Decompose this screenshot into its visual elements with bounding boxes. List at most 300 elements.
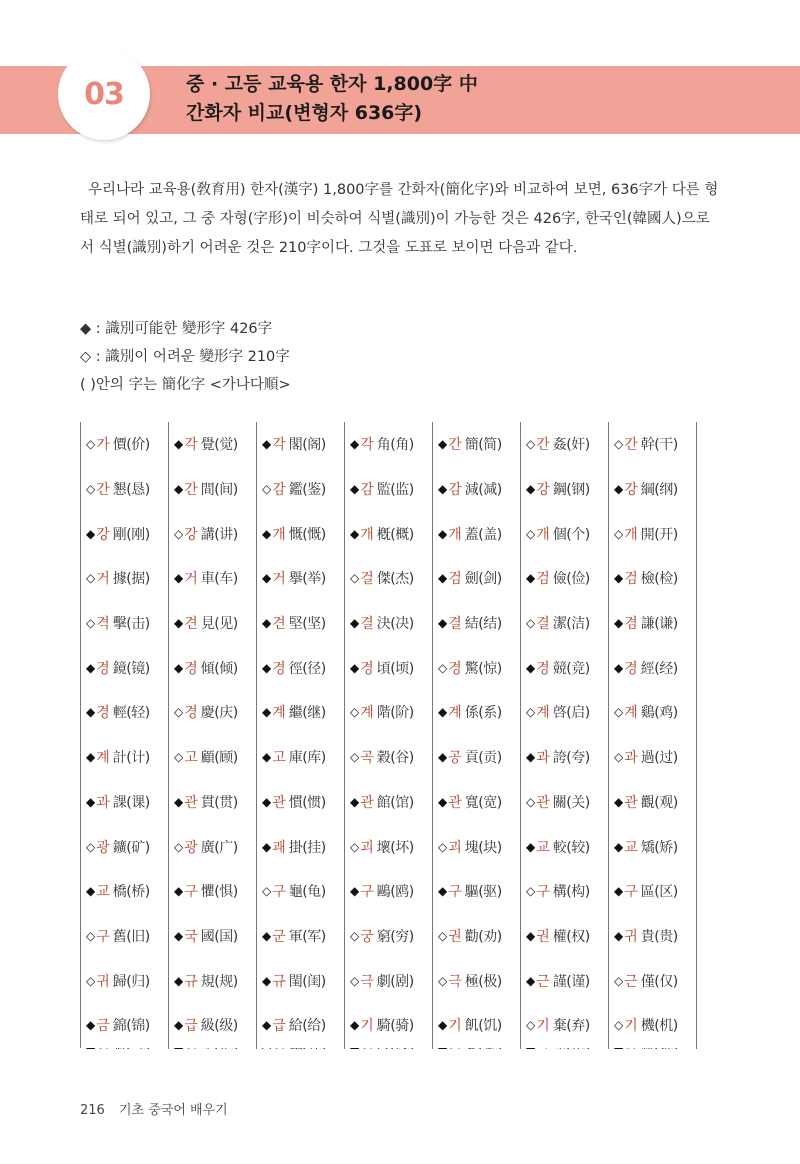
korean-reading: 검 bbox=[624, 571, 638, 588]
table-cell bbox=[609, 958, 697, 1003]
hanja-with-simplified: 劍(剑) bbox=[464, 571, 502, 588]
korean-reading: 각 bbox=[272, 437, 286, 454]
korean-reading: 격 bbox=[96, 616, 110, 633]
korean-reading: 규 bbox=[184, 973, 198, 990]
hollow-diamond-icon: ◇ bbox=[526, 705, 536, 720]
hanja-with-simplified: 閨(闺) bbox=[288, 973, 326, 990]
filled-diamond-icon: ◆ bbox=[174, 437, 184, 452]
hanja-with-simplified: 據(据) bbox=[112, 571, 150, 588]
table-cell bbox=[81, 735, 169, 780]
filled-diamond-icon: ◆ bbox=[438, 526, 448, 541]
hanja-with-simplified: 構(构) bbox=[552, 884, 590, 901]
hanja-with-simplified: 鋼(钢) bbox=[552, 482, 590, 499]
hanja-with-simplified: 啓(启) bbox=[552, 705, 590, 722]
table-cell bbox=[609, 601, 697, 646]
hollow-diamond-icon: ◇ bbox=[262, 884, 272, 899]
hanja-with-simplified: 貫(贯) bbox=[200, 794, 238, 811]
table-cell bbox=[81, 601, 169, 646]
table-cell bbox=[345, 914, 433, 959]
hanja-with-simplified: 級(级) bbox=[200, 1018, 238, 1035]
korean-reading: 계 bbox=[536, 705, 550, 722]
filled-diamond-icon: ◆ bbox=[438, 571, 448, 586]
table-cell bbox=[345, 511, 433, 556]
korean-reading: 검 bbox=[448, 571, 462, 588]
hollow-diamond-icon: ◇ bbox=[86, 616, 96, 631]
table-cell bbox=[169, 422, 257, 467]
hanja-with-simplified: 簡(简) bbox=[464, 437, 502, 454]
table-cell bbox=[521, 824, 609, 869]
table-cell bbox=[257, 645, 345, 690]
korean-reading: 경 bbox=[184, 660, 198, 677]
table-cell bbox=[521, 422, 609, 467]
hollow-diamond-icon: ◇ bbox=[86, 437, 96, 452]
korean-reading: 강 bbox=[536, 482, 550, 499]
table-cell bbox=[257, 601, 345, 646]
hanja-with-simplified: 驅(驱) bbox=[464, 884, 502, 901]
filled-diamond-icon: ◆ bbox=[174, 1018, 184, 1033]
hanja-with-simplified: 慶(庆) bbox=[200, 705, 238, 722]
hollow-diamond-icon: ◇ bbox=[614, 705, 624, 720]
table-cell bbox=[257, 1003, 345, 1048]
korean-reading: 관 bbox=[184, 794, 198, 811]
filled-diamond-icon: ◆ bbox=[174, 928, 184, 943]
korean-reading: 구 bbox=[272, 884, 286, 901]
hanja-with-simplified: 橋(桥) bbox=[112, 884, 150, 901]
korean-reading: 경 bbox=[96, 705, 110, 722]
hollow-diamond-icon: ◇ bbox=[86, 839, 96, 854]
hollow-diamond-icon: ◇ bbox=[350, 750, 360, 765]
korean-reading: 간 bbox=[536, 437, 550, 454]
hanja-with-simplified: 勸(劝) bbox=[464, 928, 502, 945]
hanja-with-simplified: 剛(刚) bbox=[112, 526, 150, 543]
table-cell bbox=[169, 780, 257, 825]
hanja-with-simplified: 掛(挂) bbox=[288, 839, 326, 856]
hanja-with-simplified: 壞(坏) bbox=[376, 839, 414, 856]
legend-identifiable: ◆ : 識別可能한 變形字 426字 bbox=[80, 321, 273, 337]
table-cell bbox=[257, 556, 345, 601]
hanja-with-simplified: 較(较) bbox=[552, 839, 590, 856]
hanja-with-simplified: 儉(俭) bbox=[552, 571, 590, 588]
hanja-with-simplified: 龜(龟) bbox=[288, 884, 326, 901]
hollow-diamond-icon: ◇ bbox=[174, 526, 184, 541]
hanja-with-simplified: 鷗(鸥) bbox=[376, 884, 414, 901]
table-cell bbox=[345, 422, 433, 467]
table-cell bbox=[169, 735, 257, 780]
filled-diamond-icon: ◆ bbox=[262, 571, 272, 586]
table-cell bbox=[433, 958, 521, 1003]
table-cell bbox=[521, 511, 609, 556]
hanja-with-simplified: 極(极) bbox=[464, 973, 502, 990]
korean-reading: 개 bbox=[448, 526, 462, 543]
table-cell bbox=[433, 735, 521, 780]
hanja-with-simplified: 蓋(盖) bbox=[464, 526, 502, 543]
hanja-with-simplified: 結(结) bbox=[464, 616, 502, 633]
table-cell bbox=[521, 735, 609, 780]
table-cell bbox=[609, 511, 697, 556]
hollow-diamond-icon: ◇ bbox=[438, 839, 448, 854]
hanja-with-simplified: 決(决) bbox=[376, 616, 414, 633]
table-cell bbox=[521, 467, 609, 512]
table-cell bbox=[521, 601, 609, 646]
filled-diamond-icon: ◆ bbox=[438, 1018, 448, 1033]
korean-reading: 고 bbox=[184, 750, 198, 767]
filled-diamond-icon: ◆ bbox=[526, 571, 536, 586]
table-cell bbox=[257, 735, 345, 780]
hanja-with-simplified: 減(减) bbox=[464, 482, 502, 499]
hanja-with-simplified: 給(给) bbox=[288, 1018, 326, 1035]
hanja-with-simplified: 傑(杰) bbox=[376, 571, 414, 588]
table-cell bbox=[345, 780, 433, 825]
korean-reading: 겸 bbox=[624, 616, 638, 633]
table-cell bbox=[521, 690, 609, 735]
hanja-with-simplified: 見(见) bbox=[200, 616, 238, 633]
hanja-with-simplified: 矯(矫) bbox=[640, 839, 678, 856]
hanja-with-simplified: 寬(宽) bbox=[464, 794, 502, 811]
table-cell bbox=[521, 914, 609, 959]
filled-diamond-icon: ◆ bbox=[438, 705, 448, 720]
legend bbox=[80, 315, 720, 399]
korean-reading: 결 bbox=[448, 616, 462, 633]
hanja-with-simplified: 棄(弃) bbox=[552, 1018, 590, 1035]
filled-diamond-icon: ◆ bbox=[526, 750, 536, 765]
table-cell bbox=[609, 556, 697, 601]
table-cell bbox=[521, 780, 609, 825]
filled-diamond-icon: ◆ bbox=[526, 482, 536, 497]
korean-reading: 급 bbox=[272, 1018, 286, 1035]
korean-reading: 견 bbox=[272, 616, 286, 633]
table-cell bbox=[81, 467, 169, 512]
hanja-with-simplified: 監(监) bbox=[376, 482, 414, 499]
korean-reading: 기 bbox=[360, 1018, 374, 1035]
table-cell bbox=[609, 735, 697, 780]
korean-reading: 계 bbox=[624, 705, 638, 722]
table-cell bbox=[257, 958, 345, 1003]
korean-reading: 관 bbox=[360, 794, 374, 811]
hollow-diamond-icon: ◇ bbox=[86, 571, 96, 586]
hanja-with-simplified: 歸(归) bbox=[112, 973, 150, 990]
korean-reading: 걸 bbox=[360, 571, 374, 588]
hanja-with-simplified: 觀(观) bbox=[640, 794, 678, 811]
hanja-with-simplified: 徑(径) bbox=[288, 660, 326, 677]
table-cell bbox=[609, 780, 697, 825]
table-cell bbox=[433, 601, 521, 646]
hanja-with-simplified: 頃(顷) bbox=[376, 660, 414, 677]
korean-reading: 근 bbox=[536, 973, 550, 990]
table-cell bbox=[169, 958, 257, 1003]
hanja-with-simplified: 慨(慨) bbox=[288, 526, 326, 543]
korean-reading: 구 bbox=[360, 884, 374, 901]
hollow-diamond-icon: ◇ bbox=[438, 660, 448, 675]
filled-diamond-icon: ◆ bbox=[614, 794, 624, 809]
table-cell bbox=[609, 467, 697, 512]
table-cell bbox=[609, 824, 697, 869]
hanja-with-simplified: 擊(击) bbox=[112, 616, 150, 633]
korean-reading: 간 bbox=[96, 482, 110, 499]
korean-reading: 개 bbox=[536, 526, 550, 543]
korean-reading: 개 bbox=[624, 526, 638, 543]
filled-diamond-icon: ◆ bbox=[86, 705, 96, 720]
korean-reading: 결 bbox=[536, 616, 550, 633]
korean-reading: 공 bbox=[448, 750, 462, 767]
filled-diamond-icon: ◆ bbox=[262, 839, 272, 854]
hanja-with-simplified: 顧(顾) bbox=[200, 750, 238, 767]
filled-diamond-icon: ◆ bbox=[438, 750, 448, 765]
hollow-diamond-icon: ◇ bbox=[614, 750, 624, 765]
hollow-diamond-icon: ◇ bbox=[350, 705, 360, 720]
hollow-diamond-icon: ◇ bbox=[86, 973, 96, 988]
hanja-with-simplified: 關(关) bbox=[552, 794, 590, 811]
korean-reading: 강 bbox=[624, 482, 638, 499]
filled-diamond-icon: ◆ bbox=[262, 794, 272, 809]
korean-reading: 경 bbox=[360, 660, 374, 677]
korean-reading: 경 bbox=[96, 660, 110, 677]
filled-diamond-icon: ◆ bbox=[438, 482, 448, 497]
filled-diamond-icon: ◆ bbox=[174, 616, 184, 631]
filled-diamond-icon: ◆ bbox=[438, 884, 448, 899]
hanja-with-simplified: 錦(锦) bbox=[112, 1018, 150, 1035]
korean-reading: 고 bbox=[272, 750, 286, 767]
table-cell bbox=[345, 467, 433, 512]
hanja-with-simplified: 規(规) bbox=[200, 973, 238, 990]
filled-diamond-icon: ◆ bbox=[86, 794, 96, 809]
table-cell bbox=[169, 1003, 257, 1048]
table-cell bbox=[257, 869, 345, 914]
filled-diamond-icon: ◆ bbox=[526, 928, 536, 943]
hanja-with-simplified: 姦(奸) bbox=[552, 437, 590, 454]
filled-diamond-icon: ◆ bbox=[350, 660, 360, 675]
table-cell bbox=[345, 824, 433, 869]
filled-diamond-icon: ◆ bbox=[262, 750, 272, 765]
hanja-with-simplified: 計(计) bbox=[112, 750, 150, 767]
korean-reading: 괴 bbox=[360, 839, 374, 856]
hanja-with-simplified: 劇(剧) bbox=[376, 973, 414, 990]
hanja-with-simplified: 窮(穷) bbox=[376, 928, 414, 945]
table-cell bbox=[521, 1003, 609, 1048]
hanja-with-simplified: 庫(库) bbox=[288, 750, 326, 767]
table-cell bbox=[81, 556, 169, 601]
hollow-diamond-icon: ◇ bbox=[526, 526, 536, 541]
filled-diamond-icon: ◆ bbox=[614, 571, 624, 586]
korean-reading: 규 bbox=[272, 973, 286, 990]
korean-reading: 간 bbox=[448, 437, 462, 454]
korean-reading: 교 bbox=[536, 839, 550, 856]
hanja-with-simplified: 鷄(鸡) bbox=[640, 705, 678, 722]
filled-diamond-icon: ◆ bbox=[614, 660, 624, 675]
korean-reading: 기 bbox=[536, 1018, 550, 1035]
table-cell bbox=[345, 958, 433, 1003]
table-cell bbox=[521, 958, 609, 1003]
hollow-diamond-icon: ◇ bbox=[350, 839, 360, 854]
korean-reading: 관 bbox=[624, 794, 638, 811]
hanja-with-simplified: 開(开) bbox=[640, 526, 678, 543]
intro-paragraph: 우리나라 교육용(敎育用) 한자(漢字) 1,800字를 간화자(簡化字)와 비교하여 보면, 636字가 다른 형태로 되어 있고, 그 중 자형(字形)이 비슷하여 식별(識別)이 가능한 것은 426字, 한국인(韓國人)으로서 식별(識別)하기 어려운 것은 210字이다. 그것을 도표로 보이면 다음과 같다. bbox=[80, 182, 719, 256]
korean-reading: 경 bbox=[624, 660, 638, 677]
hanja-with-simplified: 係(系) bbox=[464, 705, 502, 722]
filled-diamond-icon: ◆ bbox=[526, 839, 536, 854]
hanja-with-simplified: 幹(干) bbox=[640, 437, 678, 454]
korean-reading: 괴 bbox=[448, 839, 462, 856]
filled-diamond-icon: ◆ bbox=[262, 616, 272, 631]
filled-diamond-icon: ◆ bbox=[350, 482, 360, 497]
table-cell bbox=[81, 645, 169, 690]
korean-reading: 과 bbox=[624, 750, 638, 767]
table-cell bbox=[257, 690, 345, 735]
table-cell bbox=[433, 824, 521, 869]
korean-reading: 개 bbox=[360, 526, 374, 543]
hanja-with-simplified: 競(竞) bbox=[552, 660, 590, 677]
hollow-diamond-icon: ◇ bbox=[526, 794, 536, 809]
hanja-with-simplified: 堅(坚) bbox=[288, 616, 326, 633]
table-cell bbox=[257, 780, 345, 825]
hollow-diamond-icon: ◇ bbox=[526, 616, 536, 631]
table-cell bbox=[433, 467, 521, 512]
korean-reading: 감 bbox=[272, 482, 286, 499]
hanja-with-simplified: 館(馆) bbox=[376, 794, 414, 811]
filled-diamond-icon: ◆ bbox=[262, 526, 272, 541]
korean-reading: 강 bbox=[96, 526, 110, 543]
hollow-diamond-icon: ◇ bbox=[438, 973, 448, 988]
korean-reading: 광 bbox=[184, 839, 198, 856]
table-cell bbox=[345, 869, 433, 914]
hollow-diamond-icon: ◇ bbox=[614, 437, 624, 452]
filled-diamond-icon: ◆ bbox=[262, 1018, 272, 1033]
table-cell bbox=[433, 914, 521, 959]
filled-diamond-icon: ◆ bbox=[614, 616, 624, 631]
table-cell bbox=[433, 780, 521, 825]
hanja-with-simplified: 經(经) bbox=[640, 660, 678, 677]
table-cell bbox=[169, 467, 257, 512]
filled-diamond-icon: ◆ bbox=[350, 437, 360, 452]
korean-reading: 경 bbox=[184, 705, 198, 722]
table-cell bbox=[609, 690, 697, 735]
hollow-diamond-icon: ◇ bbox=[350, 973, 360, 988]
korean-reading: 곡 bbox=[360, 750, 374, 767]
character-table bbox=[80, 422, 696, 1048]
filled-diamond-icon: ◆ bbox=[614, 482, 624, 497]
chapter-number: 03 bbox=[84, 76, 124, 112]
korean-reading: 구 bbox=[624, 884, 638, 901]
korean-reading: 거 bbox=[272, 571, 286, 588]
korean-reading: 가 bbox=[96, 437, 110, 454]
hanja-with-simplified: 謹(谨) bbox=[552, 973, 590, 990]
hanja-with-simplified: 潔(洁) bbox=[552, 616, 590, 633]
korean-reading: 간 bbox=[624, 437, 638, 454]
filled-diamond-icon: ◆ bbox=[86, 526, 96, 541]
hollow-diamond-icon: ◇ bbox=[614, 973, 624, 988]
hanja-with-simplified: 軍(军) bbox=[288, 928, 326, 945]
hanja-with-simplified: 間(间) bbox=[200, 482, 238, 499]
korean-reading: 금 bbox=[96, 1018, 110, 1035]
table-cell bbox=[345, 735, 433, 780]
hanja-with-simplified: 覺(觉) bbox=[200, 437, 238, 454]
hollow-diamond-icon: ◇ bbox=[174, 839, 184, 854]
hanja-with-simplified: 機(机) bbox=[640, 1018, 678, 1035]
table-cell bbox=[609, 422, 697, 467]
table-cell bbox=[81, 511, 169, 556]
filled-diamond-icon: ◆ bbox=[438, 437, 448, 452]
filled-diamond-icon: ◆ bbox=[438, 616, 448, 631]
hanja-with-simplified: 綱(纲) bbox=[640, 482, 678, 499]
table-cell bbox=[433, 690, 521, 735]
table-cell bbox=[81, 824, 169, 869]
hanja-with-simplified: 騎(骑) bbox=[376, 1018, 414, 1035]
korean-reading: 궁 bbox=[360, 928, 374, 945]
korean-reading: 급 bbox=[184, 1018, 198, 1035]
table-cell bbox=[169, 511, 257, 556]
hanja-with-simplified: 車(车) bbox=[200, 571, 238, 588]
hanja-with-simplified: 舊(旧) bbox=[112, 928, 150, 945]
table-cell bbox=[169, 869, 257, 914]
table-cell bbox=[169, 645, 257, 690]
korean-reading: 견 bbox=[184, 616, 198, 633]
korean-reading: 권 bbox=[536, 928, 550, 945]
hollow-diamond-icon: ◇ bbox=[262, 482, 272, 497]
filled-diamond-icon: ◆ bbox=[350, 616, 360, 631]
table-cell bbox=[169, 690, 257, 735]
korean-reading: 교 bbox=[624, 839, 638, 856]
chapter-badge bbox=[58, 48, 150, 140]
korean-reading: 과 bbox=[536, 750, 550, 767]
hanja-with-simplified: 講(讲) bbox=[200, 526, 238, 543]
korean-reading: 관 bbox=[272, 794, 286, 811]
table-cell bbox=[257, 422, 345, 467]
korean-reading: 교 bbox=[96, 884, 110, 901]
filled-diamond-icon: ◆ bbox=[174, 571, 184, 586]
hanja-with-simplified: 懇(恳) bbox=[112, 482, 150, 499]
hanja-with-simplified: 區(区) bbox=[640, 884, 678, 901]
table-cell bbox=[345, 1003, 433, 1048]
hanja-with-simplified: 飢(饥) bbox=[464, 1018, 502, 1035]
table-cell bbox=[433, 422, 521, 467]
table-cell bbox=[257, 511, 345, 556]
korean-reading: 극 bbox=[360, 973, 374, 990]
hanja-with-simplified: 槪(概) bbox=[376, 526, 414, 543]
filled-diamond-icon: ◆ bbox=[86, 884, 96, 899]
filled-diamond-icon: ◆ bbox=[350, 794, 360, 809]
filled-diamond-icon: ◆ bbox=[86, 750, 96, 765]
korean-reading: 거 bbox=[96, 571, 110, 588]
table-cell bbox=[609, 869, 697, 914]
filled-diamond-icon: ◆ bbox=[614, 884, 624, 899]
korean-reading: 구 bbox=[96, 928, 110, 945]
filled-diamond-icon: ◆ bbox=[262, 660, 272, 675]
korean-reading: 계 bbox=[448, 705, 462, 722]
filled-diamond-icon: ◆ bbox=[526, 660, 536, 675]
table-cell bbox=[521, 869, 609, 914]
korean-reading: 거 bbox=[184, 571, 198, 588]
korean-reading: 감 bbox=[360, 482, 374, 499]
table-cell bbox=[433, 645, 521, 690]
hanja-with-simplified: 鏡(镜) bbox=[112, 660, 150, 677]
filled-diamond-icon: ◆ bbox=[262, 928, 272, 943]
table-cell bbox=[345, 601, 433, 646]
table-cell bbox=[81, 914, 169, 959]
hollow-diamond-icon: ◇ bbox=[526, 1018, 536, 1033]
table-cell bbox=[433, 511, 521, 556]
hollow-diamond-icon: ◇ bbox=[174, 750, 184, 765]
filled-diamond-icon: ◆ bbox=[438, 794, 448, 809]
table-cell bbox=[609, 1003, 697, 1048]
table-cell bbox=[345, 690, 433, 735]
hanja-with-simplified: 慣(惯) bbox=[288, 794, 326, 811]
filled-diamond-icon: ◆ bbox=[174, 482, 184, 497]
table-cell bbox=[433, 869, 521, 914]
hanja-with-simplified: 僅(仅) bbox=[640, 973, 678, 990]
filled-diamond-icon: ◆ bbox=[86, 660, 96, 675]
page-footer bbox=[80, 1099, 228, 1118]
korean-reading: 과 bbox=[96, 794, 110, 811]
korean-reading: 근 bbox=[624, 973, 638, 990]
